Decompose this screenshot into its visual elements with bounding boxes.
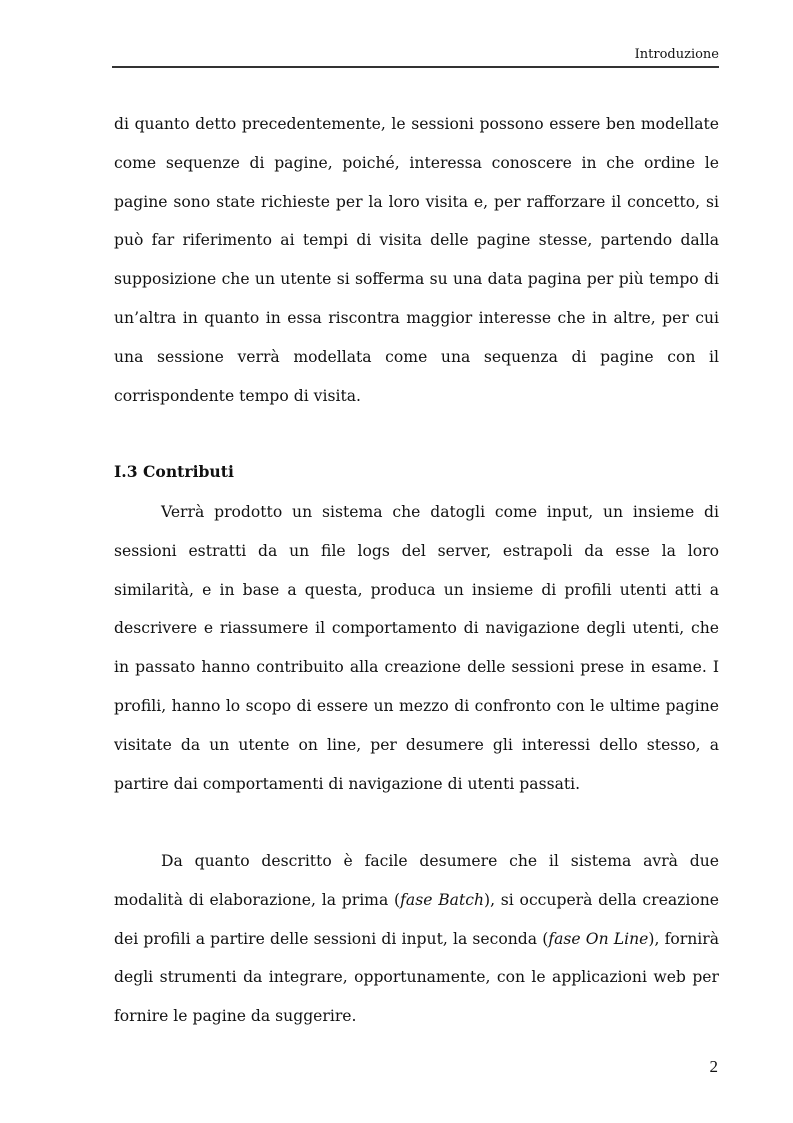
paragraph-3-text-1: Da quanto descritto è facile desumere che il sistema avrà due modalità di elaborazione, la prima (	[114, 852, 719, 909]
header-title: Introduzione	[634, 47, 719, 62]
body-paragraph-2: Verrà prodotto un sistema che datogli come input, un insieme di sessioni estratti da un file logs del server, estrapoli da esse la loro similarità, e in base a questa, produca un insieme di profili utenti atti a descrivere e riassumere il comportamento di navigazione degli utenti, che in passato hanno contribuito alla creazione delle sessioni prese in esame. I profili, hanno lo scopo di essere un mezzo di confronto con le ultime pagine visitate da un utente on line, per desumere gli interessi dello stesso, a partire dai comportamenti di navigazione di utenti passati.	[114, 503, 719, 793]
body-paragraph-3	[114, 842, 719, 1036]
paragraph-3-text-3: ), fornirà degli strumenti da integrare, opportunamente, con le applicazioni web per fornire le pagine da suggerire.	[114, 929, 719, 1026]
header-rule	[112, 66, 719, 68]
page-number: 2	[709, 1057, 718, 1076]
paragraph-3-text-2: ), si occuperà della creazione dei profili a partire delle sessioni di input, la seconda (	[114, 890, 720, 948]
running-header	[112, 46, 719, 70]
paragraph-3-emphasis-online: fase On Line	[548, 929, 649, 948]
paragraph-3-emphasis-batch: fase Batch	[400, 890, 484, 909]
body-paragraph-1: di quanto detto precedentemente, le sessioni possono essere ben modellate come sequenze di pagine, poiché, interessa conoscere in che ordine le pagine sono state richieste per la loro visita e, per rafforzare il concetto, si può far riferimento ai tempi di visita delle pagine stesse, partendo dalla supposizione che un utente si sofferma su una data pagina per più tempo di un’altra in quanto in essa riscontra maggior interesse che in altre, per cui una sessione verrà modellata come una sequenza di pagine con il corrispondente tempo di visita.	[114, 115, 719, 405]
section-heading: I.3 Contributi	[114, 462, 234, 481]
